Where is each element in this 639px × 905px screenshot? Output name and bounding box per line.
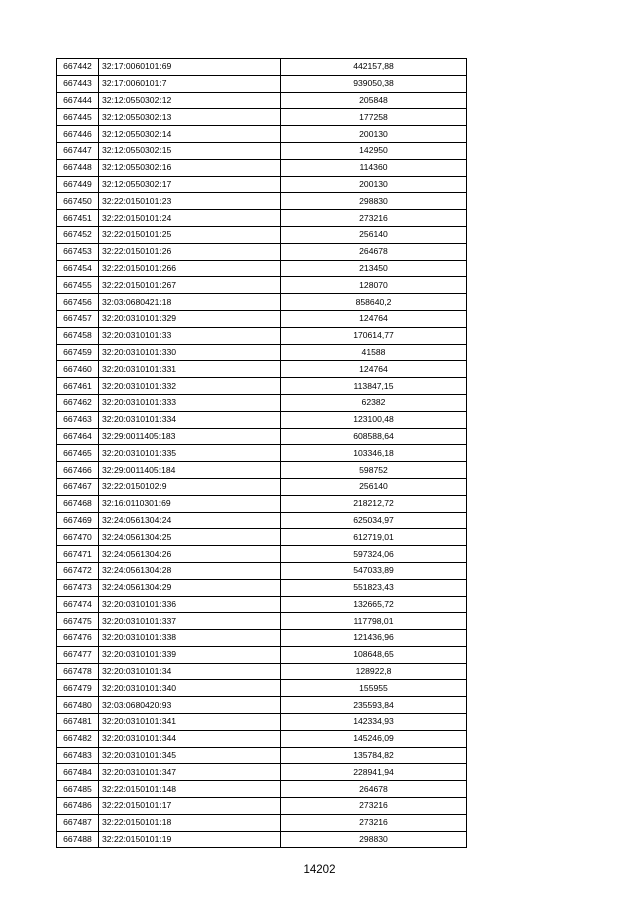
- row-number-cell: 667480: [57, 697, 99, 714]
- value-cell: 858640,2: [281, 294, 467, 311]
- table-row: [57, 92, 467, 109]
- row-number-cell: 667450: [57, 193, 99, 210]
- table-row: [57, 344, 467, 361]
- row-number-cell: 667477: [57, 646, 99, 663]
- cadastral-number-cell: 32:20:0310101:330: [99, 344, 281, 361]
- cadastral-number-cell: 32:22:0150102:9: [99, 478, 281, 495]
- cadastral-number-cell: 32:22:0150101:24: [99, 210, 281, 227]
- table-row: [57, 512, 467, 529]
- value-cell: 113847,15: [281, 378, 467, 395]
- table-row: [57, 697, 467, 714]
- cadastral-number-cell: 32:29:0011405:184: [99, 462, 281, 479]
- table-row: [57, 428, 467, 445]
- row-number-cell: 667443: [57, 75, 99, 92]
- row-number-cell: 667464: [57, 428, 99, 445]
- value-cell: 256140: [281, 226, 467, 243]
- table-row: [57, 781, 467, 798]
- row-number-cell: 667455: [57, 277, 99, 294]
- value-cell: 442157,88: [281, 59, 467, 76]
- row-number-cell: 667462: [57, 394, 99, 411]
- row-number-cell: 667446: [57, 126, 99, 143]
- row-number-cell: 667475: [57, 613, 99, 630]
- table-row: [57, 277, 467, 294]
- table-row: [57, 613, 467, 630]
- cadastral-number-cell: 32:20:0310101:344: [99, 730, 281, 747]
- value-cell: 612719,01: [281, 529, 467, 546]
- table-row: [57, 193, 467, 210]
- row-number-cell: 667444: [57, 92, 99, 109]
- value-cell: 62382: [281, 394, 467, 411]
- value-cell: 264678: [281, 781, 467, 798]
- value-cell: 114360: [281, 159, 467, 176]
- value-cell: 145246,09: [281, 730, 467, 747]
- value-cell: 273216: [281, 210, 467, 227]
- value-cell: 124764: [281, 310, 467, 327]
- table-row: [57, 562, 467, 579]
- table-row: [57, 747, 467, 764]
- value-cell: 177258: [281, 109, 467, 126]
- value-cell: 205848: [281, 92, 467, 109]
- row-number-cell: 667452: [57, 226, 99, 243]
- row-number-cell: 667483: [57, 747, 99, 764]
- value-cell: 551823,43: [281, 579, 467, 596]
- table-body: [57, 59, 467, 848]
- row-number-cell: 667454: [57, 260, 99, 277]
- cadastral-number-cell: 32:29:0011405:183: [99, 428, 281, 445]
- row-number-cell: 667447: [57, 142, 99, 159]
- row-number-cell: 667449: [57, 176, 99, 193]
- cadastral-number-cell: 32:12:0550302:17: [99, 176, 281, 193]
- value-cell: 273216: [281, 798, 467, 815]
- row-number-cell: 667461: [57, 378, 99, 395]
- cadastral-number-cell: 32:22:0150101:26: [99, 243, 281, 260]
- cadastral-number-cell: 32:22:0150101:19: [99, 831, 281, 848]
- value-cell: 41588: [281, 344, 467, 361]
- table-row: [57, 294, 467, 311]
- value-cell: 298830: [281, 831, 467, 848]
- cadastral-number-cell: 32:20:0310101:336: [99, 596, 281, 613]
- cadastral-number-cell: 32:20:0310101:33: [99, 327, 281, 344]
- row-number-cell: 667463: [57, 411, 99, 428]
- table-row: [57, 411, 467, 428]
- row-number-cell: 667484: [57, 764, 99, 781]
- value-cell: 298830: [281, 193, 467, 210]
- cadastral-number-cell: 32:20:0310101:337: [99, 613, 281, 630]
- cadastral-number-cell: 32:20:0310101:334: [99, 411, 281, 428]
- row-number-cell: 667466: [57, 462, 99, 479]
- value-cell: 235593,84: [281, 697, 467, 714]
- value-cell: 598752: [281, 462, 467, 479]
- table-row: [57, 680, 467, 697]
- table-row: [57, 176, 467, 193]
- row-number-cell: 667467: [57, 478, 99, 495]
- table-row: [57, 663, 467, 680]
- cadastral-number-cell: 32:20:0310101:341: [99, 714, 281, 731]
- value-cell: 103346,18: [281, 445, 467, 462]
- table-row: [57, 260, 467, 277]
- cadastral-number-cell: 32:22:0150101:267: [99, 277, 281, 294]
- cadastral-number-cell: 32:12:0550302:12: [99, 92, 281, 109]
- table-row: [57, 378, 467, 395]
- value-cell: 200130: [281, 176, 467, 193]
- value-cell: 264678: [281, 243, 467, 260]
- cadastral-number-cell: 32:12:0550302:14: [99, 126, 281, 143]
- value-cell: 228941,94: [281, 764, 467, 781]
- row-number-cell: 667488: [57, 831, 99, 848]
- table-row: [57, 831, 467, 848]
- table-row: [57, 630, 467, 647]
- cadastral-number-cell: 32:16:0110301:69: [99, 495, 281, 512]
- table-row: [57, 798, 467, 815]
- value-cell: 142950: [281, 142, 467, 159]
- row-number-cell: 667456: [57, 294, 99, 311]
- table-row: [57, 596, 467, 613]
- row-number-cell: 667471: [57, 546, 99, 563]
- value-cell: 218212,72: [281, 495, 467, 512]
- row-number-cell: 667478: [57, 663, 99, 680]
- value-cell: 128070: [281, 277, 467, 294]
- cadastral-number-cell: 32:22:0150101:266: [99, 260, 281, 277]
- row-number-cell: 667482: [57, 730, 99, 747]
- table-row: [57, 109, 467, 126]
- table-row: [57, 814, 467, 831]
- row-number-cell: 667442: [57, 59, 99, 76]
- row-number-cell: 667445: [57, 109, 99, 126]
- value-cell: 117798,01: [281, 613, 467, 630]
- table-row: [57, 646, 467, 663]
- value-cell: 135784,82: [281, 747, 467, 764]
- cadastral-number-cell: 32:20:0310101:347: [99, 764, 281, 781]
- cadastral-value-table: [56, 58, 467, 848]
- cadastral-number-cell: 32:20:0310101:329: [99, 310, 281, 327]
- cadastral-number-cell: 32:22:0150101:23: [99, 193, 281, 210]
- cadastral-number-cell: 32:20:0310101:333: [99, 394, 281, 411]
- cadastral-number-cell: 32:12:0550302:16: [99, 159, 281, 176]
- row-number-cell: 667453: [57, 243, 99, 260]
- page-number: 14202: [303, 864, 336, 876]
- cadastral-number-cell: 32:24:0561304:24: [99, 512, 281, 529]
- cadastral-number-cell: 32:12:0550302:15: [99, 142, 281, 159]
- cadastral-number-cell: 32:24:0561304:29: [99, 579, 281, 596]
- table-row: [57, 529, 467, 546]
- row-number-cell: 667472: [57, 562, 99, 579]
- table-row: [57, 310, 467, 327]
- table-row: [57, 210, 467, 227]
- cadastral-number-cell: 32:20:0310101:335: [99, 445, 281, 462]
- cadastral-number-cell: 32:17:0060101:69: [99, 59, 281, 76]
- row-number-cell: 667459: [57, 344, 99, 361]
- cadastral-number-cell: 32:20:0310101:338: [99, 630, 281, 647]
- table-row: [57, 142, 467, 159]
- table-row: [57, 226, 467, 243]
- cadastral-number-cell: 32:03:0680420:93: [99, 697, 281, 714]
- table-row: [57, 730, 467, 747]
- row-number-cell: 667474: [57, 596, 99, 613]
- value-cell: 200130: [281, 126, 467, 143]
- value-cell: 625034,97: [281, 512, 467, 529]
- value-cell: 132665,72: [281, 596, 467, 613]
- cadastral-number-cell: 32:20:0310101:339: [99, 646, 281, 663]
- value-cell: 256140: [281, 478, 467, 495]
- table-row: [57, 394, 467, 411]
- cadastral-number-cell: 32:20:0310101:345: [99, 747, 281, 764]
- value-cell: 123100,48: [281, 411, 467, 428]
- value-cell: 128922,8: [281, 663, 467, 680]
- row-number-cell: 667448: [57, 159, 99, 176]
- value-cell: 608588,64: [281, 428, 467, 445]
- row-number-cell: 667465: [57, 445, 99, 462]
- cadastral-number-cell: 32:22:0150101:17: [99, 798, 281, 815]
- value-cell: 213450: [281, 260, 467, 277]
- table-row: [57, 714, 467, 731]
- cadastral-number-cell: 32:17:0060101:7: [99, 75, 281, 92]
- cadastral-number-cell: 32:24:0561304:28: [99, 562, 281, 579]
- value-cell: 108648,65: [281, 646, 467, 663]
- cadastral-number-cell: 32:20:0310101:331: [99, 361, 281, 378]
- row-number-cell: 667481: [57, 714, 99, 731]
- table-row: [57, 462, 467, 479]
- row-number-cell: 667470: [57, 529, 99, 546]
- row-number-cell: 667476: [57, 630, 99, 647]
- table-row: [57, 75, 467, 92]
- row-number-cell: 667479: [57, 680, 99, 697]
- value-cell: 121436,96: [281, 630, 467, 647]
- cadastral-number-cell: 32:20:0310101:340: [99, 680, 281, 697]
- row-number-cell: 667451: [57, 210, 99, 227]
- row-number-cell: 667486: [57, 798, 99, 815]
- table-row: [57, 445, 467, 462]
- table-row: [57, 327, 467, 344]
- cadastral-number-cell: 32:22:0150101:148: [99, 781, 281, 798]
- table-row: [57, 478, 467, 495]
- table-row: [57, 764, 467, 781]
- value-cell: 170614,77: [281, 327, 467, 344]
- value-cell: 124764: [281, 361, 467, 378]
- table-row: [57, 243, 467, 260]
- cadastral-number-cell: 32:24:0561304:26: [99, 546, 281, 563]
- cadastral-number-cell: 32:20:0310101:332: [99, 378, 281, 395]
- table-row: [57, 546, 467, 563]
- table-row: [57, 495, 467, 512]
- value-cell: 597324,06: [281, 546, 467, 563]
- cadastral-number-cell: 32:22:0150101:25: [99, 226, 281, 243]
- cadastral-number-cell: 32:24:0561304:25: [99, 529, 281, 546]
- table-row: [57, 126, 467, 143]
- row-number-cell: 667468: [57, 495, 99, 512]
- row-number-cell: 667473: [57, 579, 99, 596]
- table-row: [57, 159, 467, 176]
- row-number-cell: 667485: [57, 781, 99, 798]
- row-number-cell: 667487: [57, 814, 99, 831]
- table-row: [57, 361, 467, 378]
- table-row: [57, 59, 467, 76]
- cadastral-number-cell: 32:20:0310101:34: [99, 663, 281, 680]
- row-number-cell: 667469: [57, 512, 99, 529]
- value-cell: 142334,93: [281, 714, 467, 731]
- row-number-cell: 667460: [57, 361, 99, 378]
- value-cell: 939050,38: [281, 75, 467, 92]
- value-cell: 547033,89: [281, 562, 467, 579]
- value-cell: 273216: [281, 814, 467, 831]
- table-row: [57, 579, 467, 596]
- row-number-cell: 667457: [57, 310, 99, 327]
- cadastral-number-cell: 32:22:0150101:18: [99, 814, 281, 831]
- cadastral-number-cell: 32:12:0550302:13: [99, 109, 281, 126]
- cadastral-number-cell: 32:03:0680421:18: [99, 294, 281, 311]
- row-number-cell: 667458: [57, 327, 99, 344]
- value-cell: 155955: [281, 680, 467, 697]
